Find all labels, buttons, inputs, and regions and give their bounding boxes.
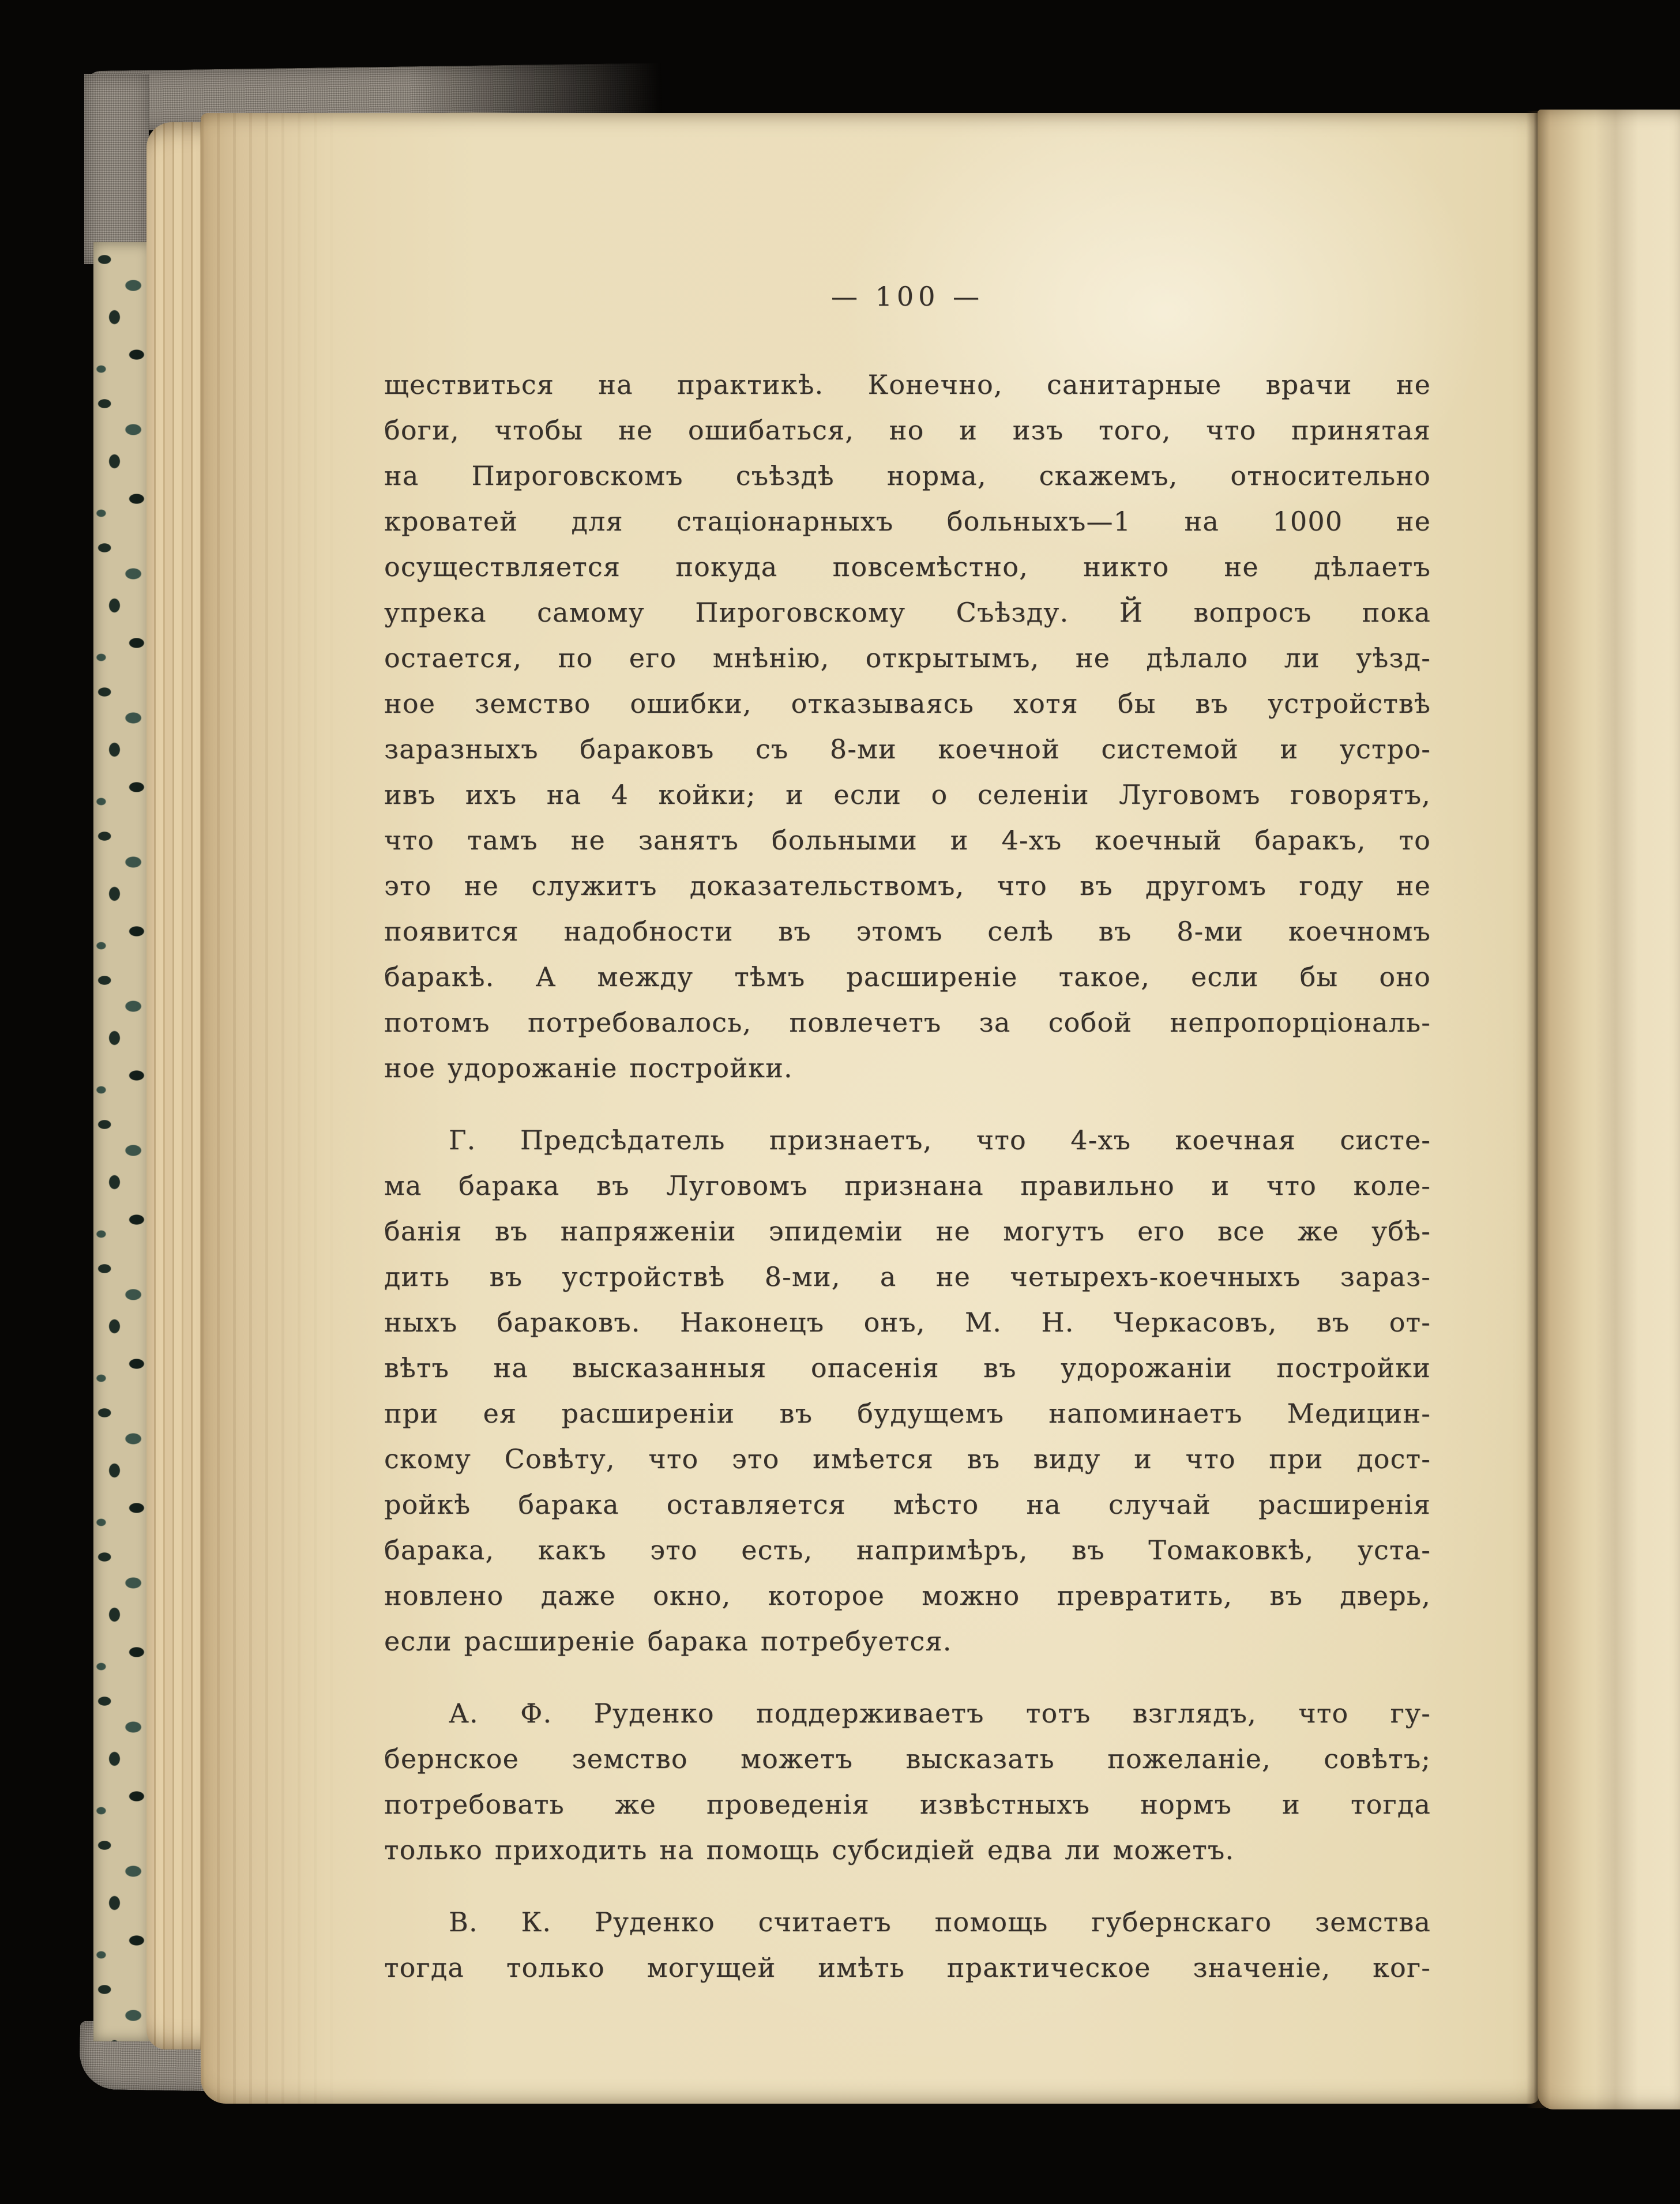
book-cover-fabric-left-edge [84, 74, 149, 264]
page-number: — 100 — [830, 281, 984, 312]
text-line: дить въ устройствѣ 8-ми, а не четырехъ-коечныхъ зараз- [384, 1261, 1431, 1292]
page-stack-left-edges [146, 122, 209, 2049]
text-line: банія въ напряженіи эпидеміи не могутъ его все же убѣ- [384, 1216, 1431, 1247]
book-cover-marbled-left-edge [93, 242, 151, 2041]
text-line: ныхъ бараковъ. Наконецъ онъ, М. Н. Черкасовъ, въ от- [384, 1307, 1431, 1338]
page-text-block [384, 362, 1431, 1991]
text-line: Г. Предсѣдатель признаетъ, что 4-хъ коечная систе- [449, 1124, 1431, 1156]
text-line: бернское земство можетъ высказать пожеланіе, совѣтъ; [384, 1743, 1431, 1774]
text-line: упрека самому Пироговскому Съѣзду. Й вопросъ пока [384, 597, 1431, 628]
text-line: заразныхъ бараковъ съ 8-ми коечной системой и устро- [384, 734, 1431, 765]
text-line: ройкѣ барака оставляется мѣсто на случай расширенія [384, 1489, 1431, 1520]
text-line: если расширеніе барака потребуется. [384, 1626, 952, 1657]
text-line: ивъ ихъ на 4 койки; и если о селеніи Луговомъ говорятъ, [384, 779, 1431, 810]
text-line: баракѣ. А между тѣмъ расширеніе такое, если бы оно [384, 961, 1431, 992]
book-page [201, 113, 1540, 2104]
text-line: остается, по его мнѣнію, открытымъ, не дѣлало ли уѣзд- [384, 642, 1431, 674]
facing-page-edge [1538, 110, 1680, 2109]
text-line: на Пироговскомъ съѣздѣ норма, скажемъ, относительно [384, 460, 1431, 491]
text-line: боги, чтобы не ошибаться, но и изъ того, что принятая [384, 415, 1431, 446]
text-line: ное земство ошибки, отказываясь хотя бы въ устройствѣ [384, 688, 1431, 719]
text-line: новлено даже окно, которое можно превратить, въ дверь, [384, 1580, 1431, 1611]
text-line: вѣтъ на высказанныя опасенія въ удорожаніи постройки [384, 1352, 1431, 1383]
text-line: потомъ потребовалось, повлечетъ за собой непропорціональ- [384, 1007, 1431, 1038]
text-line: А. Ф. Руденко поддерживаетъ тотъ взглядъ, что гу- [449, 1698, 1431, 1729]
text-line: появится надобности въ этомъ селѣ въ 8-ми коечномъ [384, 916, 1431, 947]
text-line: только приходить на помощь субсидіей едва ли можетъ. [384, 1834, 1235, 1865]
text-line: барака, какъ это есть, напримѣръ, въ Томаковкѣ, уста- [384, 1534, 1431, 1566]
text-line: потребовать же проведенія извѣстныхъ нормъ и тогда [384, 1789, 1431, 1820]
text-line: скому Совѣту, что это имѣется въ виду и что при дост- [384, 1443, 1431, 1475]
paragraph-4 [384, 1900, 1431, 1991]
text-line: В. К. Руденко считаетъ помощь губернскаго земства [449, 1906, 1431, 1938]
text-line: ществиться на практикѣ. Конечно, санитарные врачи не [384, 369, 1431, 400]
text-line: кроватей для стаціонарныхъ больныхъ—1 на 1000 не [384, 506, 1431, 537]
paragraph-3 [384, 1691, 1431, 1873]
text-line: что тамъ не занятъ больными и 4-хъ коечный баракъ, то [384, 825, 1431, 856]
text-line: ма барака въ Луговомъ признана правильно и что коле- [384, 1170, 1431, 1201]
page-curl-shading [201, 113, 345, 2104]
paragraph-1 [384, 362, 1431, 1091]
text-line: осуществляется покуда повсемѣстно, никто не дѣлаетъ [384, 551, 1431, 582]
text-line: при ея расширеніи въ будущемъ напоминаетъ Медицин- [384, 1398, 1431, 1429]
text-line: ное удорожаніе постройки. [384, 1052, 793, 1084]
text-line: тогда только могущей имѣть практическое значеніе, ког- [384, 1952, 1431, 1983]
paragraph-2 [384, 1118, 1431, 1664]
text-line: это не служитъ доказательствомъ, что въ другомъ году не [384, 870, 1431, 901]
